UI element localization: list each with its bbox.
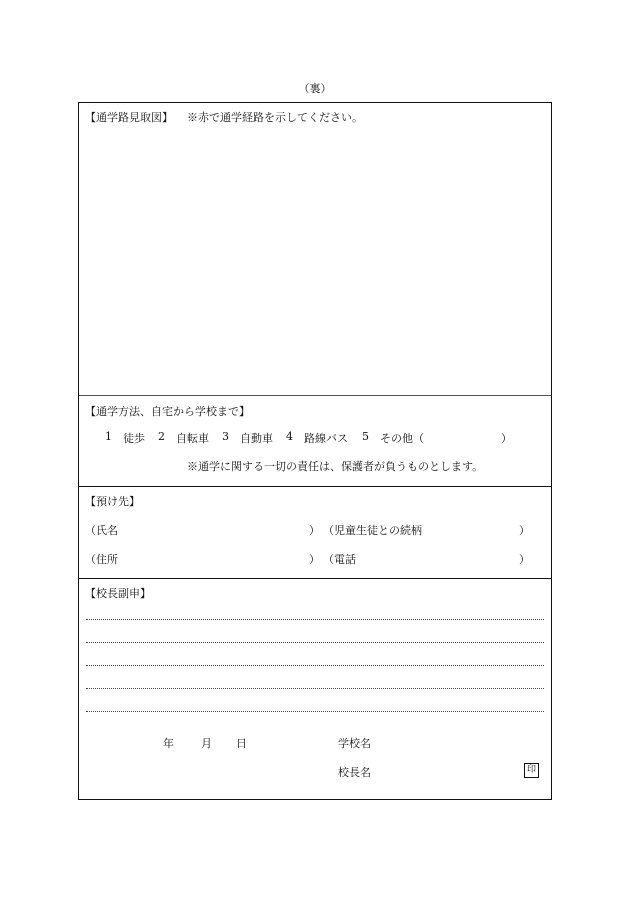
endorsement-line-5[interactable]: [86, 711, 544, 712]
option-3-number: 3: [222, 430, 229, 443]
seal-text: 印: [526, 765, 536, 775]
page-side-label: （裏）: [298, 82, 332, 95]
guardian-relation-close: ）: [519, 524, 530, 537]
option-walk[interactable]: 徒歩: [123, 432, 145, 445]
option-2-number: 2: [158, 430, 165, 443]
responsibility-note: ※通学に関する一切の責任は、保護者が負うものとします。: [187, 460, 484, 473]
option-5-number: 5: [362, 430, 369, 443]
date-year-label: 年: [163, 737, 174, 750]
option-other[interactable]: その他（: [380, 432, 424, 445]
commute-method-heading: 【通学方法、自宅から学校まで】: [85, 405, 250, 418]
seal-mark: [524, 763, 539, 778]
guardian-name-label[interactable]: （氏名: [85, 524, 118, 537]
principal-endorsement-section: [79, 579, 551, 800]
guardian-phone-close: ）: [519, 553, 530, 566]
guardian-address-close: ）: [309, 553, 320, 566]
option-bus[interactable]: 路線バス: [304, 432, 348, 445]
endorsement-line-4[interactable]: [86, 688, 544, 689]
school-name-label[interactable]: 学校名: [338, 737, 371, 750]
route-map-heading: 【通学路見取図】: [85, 111, 173, 124]
principal-heading: 【校長副申】: [85, 587, 151, 600]
guardian-phone-label[interactable]: （電話: [323, 553, 356, 566]
guardian-section: [79, 487, 551, 579]
guardian-relation-label[interactable]: （児童生徒との続柄: [323, 524, 422, 537]
date-month-label: 月: [201, 737, 212, 750]
option-bicycle[interactable]: 自転車: [176, 432, 209, 445]
date-day-label: 日: [236, 737, 247, 750]
option-4-number: 4: [286, 430, 293, 443]
guardian-heading: 【預け先】: [85, 495, 140, 508]
route-map-note: ※赤で通学経路を示してください。: [187, 111, 363, 124]
option-car[interactable]: 自動車: [240, 432, 273, 445]
endorsement-line-1[interactable]: [86, 619, 544, 620]
option-1-number: 1: [105, 430, 112, 443]
option-other-close: ）: [501, 432, 512, 445]
principal-name-label[interactable]: 校長名: [338, 766, 371, 779]
application-form: [78, 102, 552, 800]
guardian-name-close: ）: [309, 524, 320, 537]
route-map-section[interactable]: [79, 103, 551, 396]
commute-method-section: [79, 396, 551, 487]
endorsement-line-2[interactable]: [86, 642, 544, 643]
endorsement-line-3[interactable]: [86, 665, 544, 666]
guardian-address-label[interactable]: （住所: [85, 553, 118, 566]
